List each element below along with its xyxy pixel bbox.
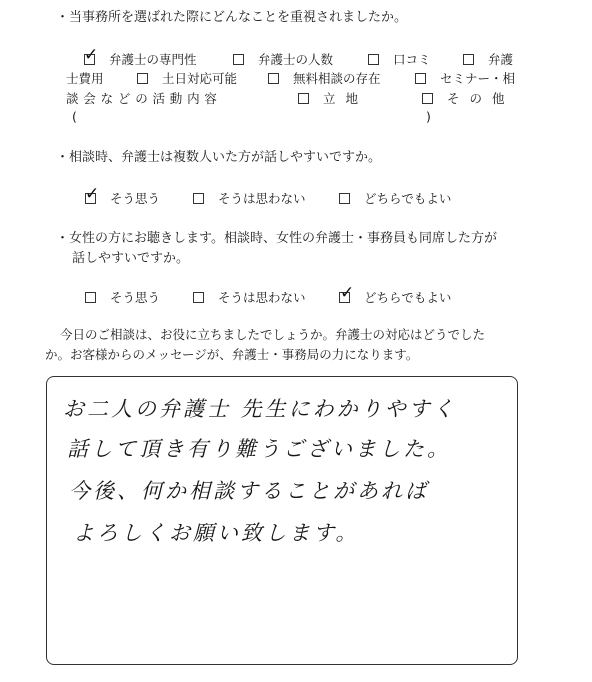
message-box — [46, 376, 518, 665]
checkbox[interactable] — [137, 73, 148, 84]
checkmark-icon: ✓ — [84, 45, 99, 65]
paren-open: ( — [72, 109, 77, 124]
q1-option-expertise[interactable]: 弁護士の専門性 — [84, 51, 197, 69]
checkbox[interactable] — [193, 292, 204, 303]
checkbox[interactable] — [85, 292, 96, 303]
checkbox[interactable] — [463, 54, 474, 65]
checkbox[interactable] — [298, 93, 309, 104]
checkmark-icon: ✓ — [340, 283, 355, 303]
message-intro-line2: か。お客様からのメッセージが、弁護士・事務局の力になります。 — [45, 347, 419, 362]
q2-option-disagree[interactable]: そうは思わない — [193, 190, 306, 208]
question-2-title: ・相談時、弁護士は複数人いた方が話しやすいですか。 — [56, 150, 382, 165]
q1-option-lawyer-count[interactable]: 弁護士の人数 — [233, 51, 333, 69]
q1-option-weekend[interactable]: 土日対応可能 — [137, 70, 237, 88]
q1-option-fees-part2: 士費用 — [66, 71, 104, 86]
question-3-title-line1: ・女性の方にお聴きします。相談時、女性の弁護士・事務員も同席した方が — [56, 231, 497, 246]
checkbox[interactable] — [339, 193, 350, 204]
checkbox[interactable] — [415, 73, 426, 84]
q1-option-seminar-part2: 談会などの活動内容 — [66, 91, 222, 106]
handwritten-line-3: 今後、何か相談することがあれば — [69, 479, 429, 503]
q1-option-fees-part1[interactable]: 弁護 — [463, 51, 513, 69]
handwritten-line-4: よろしくお願い致します。 — [73, 521, 360, 545]
q1-option-seminar-part1[interactable]: セミナー・相 — [415, 70, 515, 88]
paren-close: ) — [426, 109, 431, 124]
q1-option-free-consult[interactable]: 無料相談の存在 — [268, 70, 381, 88]
q3-option-agree[interactable]: そう思う — [85, 289, 160, 307]
checkbox[interactable] — [268, 73, 279, 84]
checkbox[interactable] — [368, 54, 379, 65]
checkbox[interactable] — [193, 193, 204, 204]
checkmark-icon: ✓ — [85, 184, 100, 204]
handwritten-line-1: お二人の弁護士 先生にわかりやすく — [63, 397, 457, 421]
q1-option-location[interactable]: 立地 — [298, 90, 368, 108]
q1-option-reviews[interactable]: 口コミ — [368, 51, 431, 69]
q3-option-neutral[interactable]: どちらでもよい — [339, 289, 451, 307]
q2-option-neutral[interactable]: どちらでもよい — [339, 190, 451, 208]
checkbox[interactable] — [422, 93, 433, 104]
q3-option-disagree[interactable]: そうは思わない — [193, 289, 306, 307]
question-1-title: ・当事務所を選ばれた際にどんなことを重視されましたか。 — [56, 10, 408, 25]
handwritten-line-2: 話して頂き有り難うございました。 — [67, 437, 451, 461]
q2-option-agree[interactable]: そう思う — [85, 190, 160, 208]
q1-option-other[interactable]: その他 — [422, 90, 515, 108]
checkbox[interactable] — [233, 54, 244, 65]
message-intro-line1: 今日のご相談は、お役に立ちましたでしょうか。弁護士の対応はどうでした — [60, 327, 486, 342]
question-3-title-line2: 話しやすいですか。 — [72, 251, 190, 266]
